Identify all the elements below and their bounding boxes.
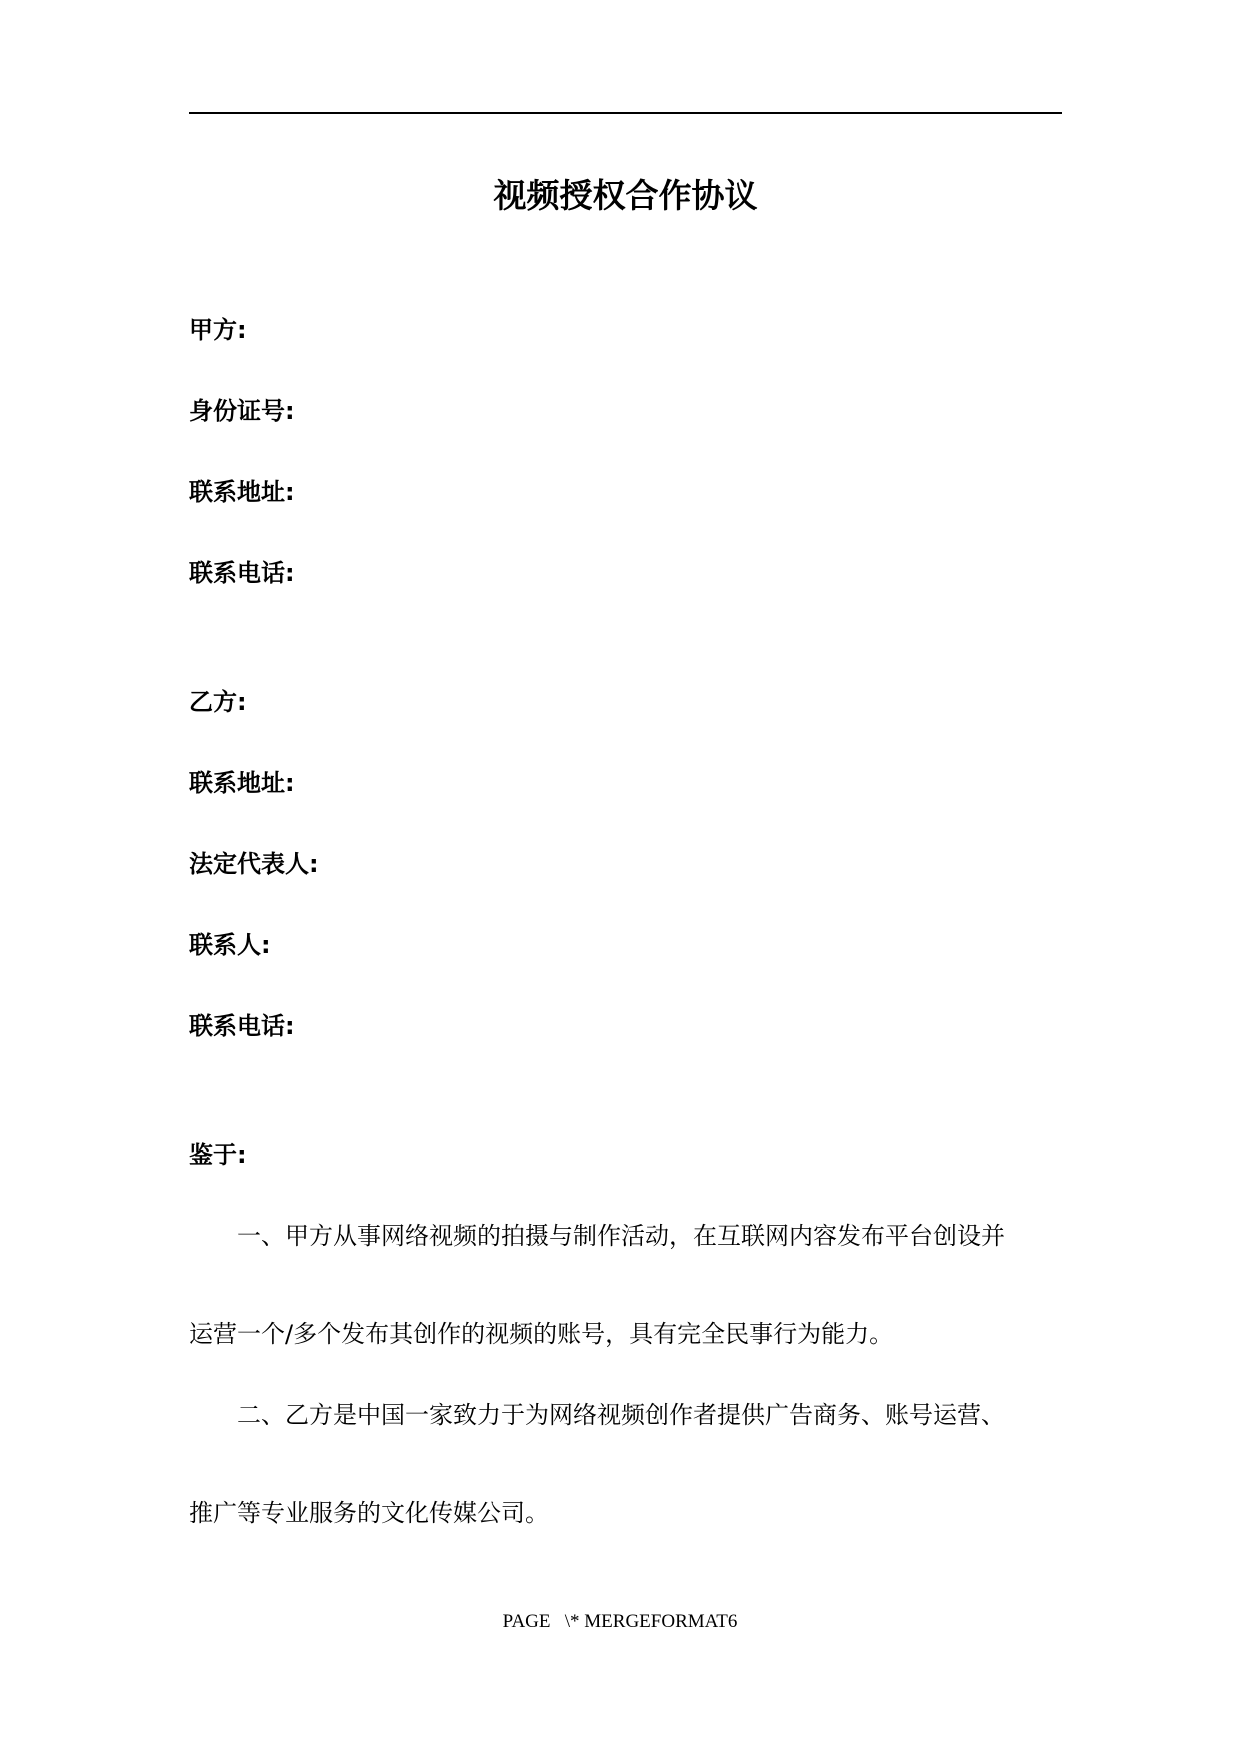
whereas-clause-2-line-1: 二、乙方是中国一家致力于为网络视频创作者提供广告商务、账号运营、 [237, 1401, 1005, 1429]
party-a-label: 甲方: [189, 316, 247, 344]
whereas-clause-1-line-1: 一、甲方从事网络视频的拍摄与制作活动，在互联网内容发布平台创设并 [237, 1222, 1005, 1250]
whereas-label: 鉴于: [189, 1141, 247, 1169]
document-title: 视频授权合作协议 [493, 176, 758, 215]
party-b-contact-label: 联系人: [189, 931, 271, 959]
whereas-clause-1-line-2: 运营一个/多个发布其创作的视频的账号，具有完全民事行为能力。 [189, 1320, 894, 1348]
header-rule [189, 112, 1062, 114]
page-footer: PAGE \* MERGEFORMAT6 [502, 1611, 738, 1632]
party-b-legal-rep-label: 法定代表人: [189, 850, 319, 878]
party-b-label: 乙方: [189, 688, 247, 716]
whereas-clause-2-line-2: 推广等专业服务的文化传媒公司。 [189, 1499, 549, 1527]
party-a-id-label: 身份证号: [189, 397, 295, 425]
party-a-address-label: 联系地址: [189, 478, 295, 506]
party-b-phone-label: 联系电话: [189, 1012, 295, 1040]
party-b-address-label: 联系地址: [189, 769, 295, 797]
party-a-phone-label: 联系电话: [189, 559, 295, 587]
